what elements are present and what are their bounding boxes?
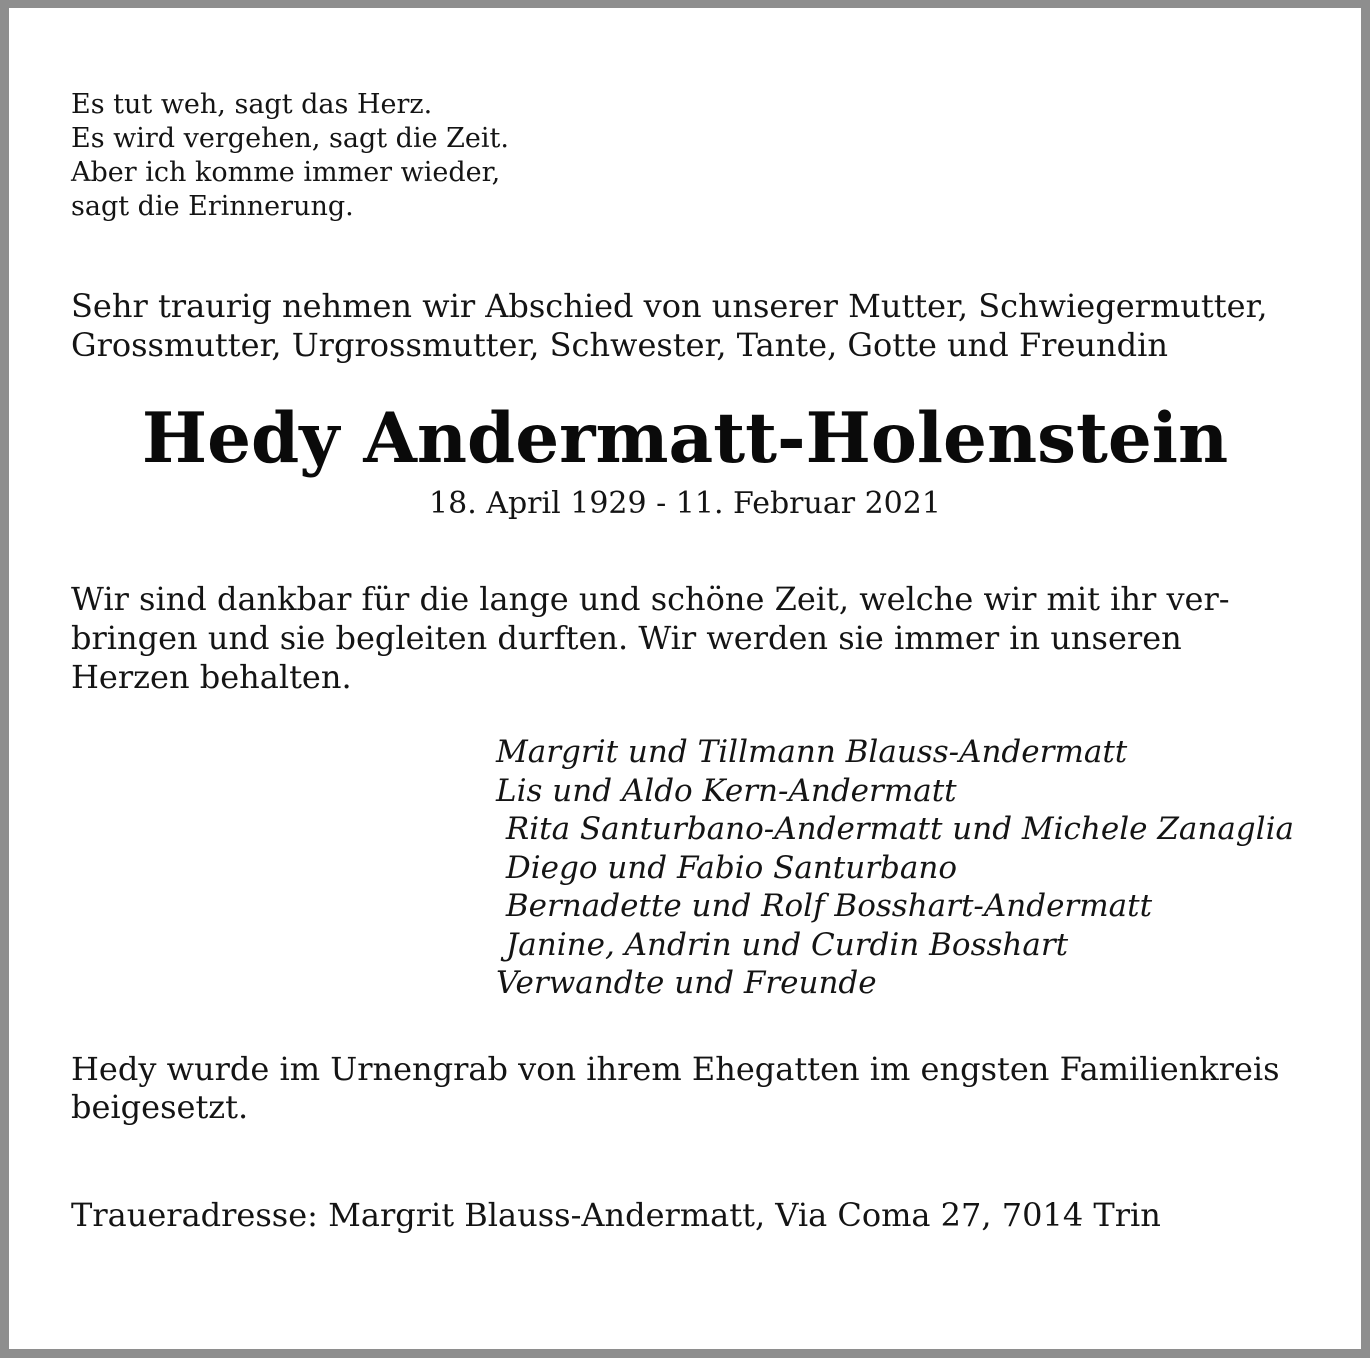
mourning-address: Traueradresse: Margrit Blauss-Andermatt, Via Coma 27, 7014 Trin xyxy=(71,1196,1161,1234)
poem-line: sagt die Erinnerung. xyxy=(71,191,354,222)
mourner-entry: Margrit und Tillmann Blauss-Andermatt xyxy=(496,734,1128,770)
thanks-text xyxy=(71,580,1230,697)
life-dates: 18. April 1929 - 11. Februar 2021 xyxy=(429,486,941,521)
mourner-entry: Bernadette und Rolf Bosshart-Andermatt xyxy=(496,888,1153,924)
intro-text xyxy=(71,287,1268,365)
mourner-entry: Lis und Aldo Kern-Andermatt xyxy=(496,772,957,809)
burial-notice xyxy=(71,1050,1280,1126)
thanks-line: Wir sind dankbar für die lange und schöne Zeit, welche wir mit ihr ver- xyxy=(71,580,1230,618)
mourner-entry: Diego und Fabio Santurbano xyxy=(496,849,958,886)
mourner-entry: Rita Santurbano-Andermatt und Michele Zanaglia xyxy=(496,811,1294,847)
intro-line: Sehr traurig nehmen wir Abschied von unserer Mutter, Schwiegermutter, xyxy=(71,287,1268,325)
burial-line: Hedy wurde im Urnengrab von ihrem Ehegatten im engsten Familienkreis xyxy=(71,1050,1280,1088)
poem xyxy=(71,88,509,224)
mourners-list xyxy=(496,733,1294,1003)
intro-line: Grossmutter, Urgrossmutter, Schwester, Tante, Gotte und Freundin xyxy=(71,326,1168,364)
mourner-entry: Verwandte und Freunde xyxy=(496,965,877,1001)
burial-line: beigesetzt. xyxy=(71,1088,249,1126)
mourner-entry: Janine, Andrin und Curdin Bosshart xyxy=(496,926,1069,963)
thanks-line: bringen und sie begleiten durften. Wir werden sie immer in unseren xyxy=(71,619,1182,657)
poem-line: Es wird vergehen, sagt die Zeit. xyxy=(71,123,509,154)
poem-line: Aber ich komme immer wieder, xyxy=(71,157,501,188)
poem-line: Es tut weh, sagt das Herz. xyxy=(71,89,433,120)
thanks-line: Herzen behalten. xyxy=(71,658,352,696)
deceased-name: Hedy Andermatt-Holenstein xyxy=(141,398,1229,479)
